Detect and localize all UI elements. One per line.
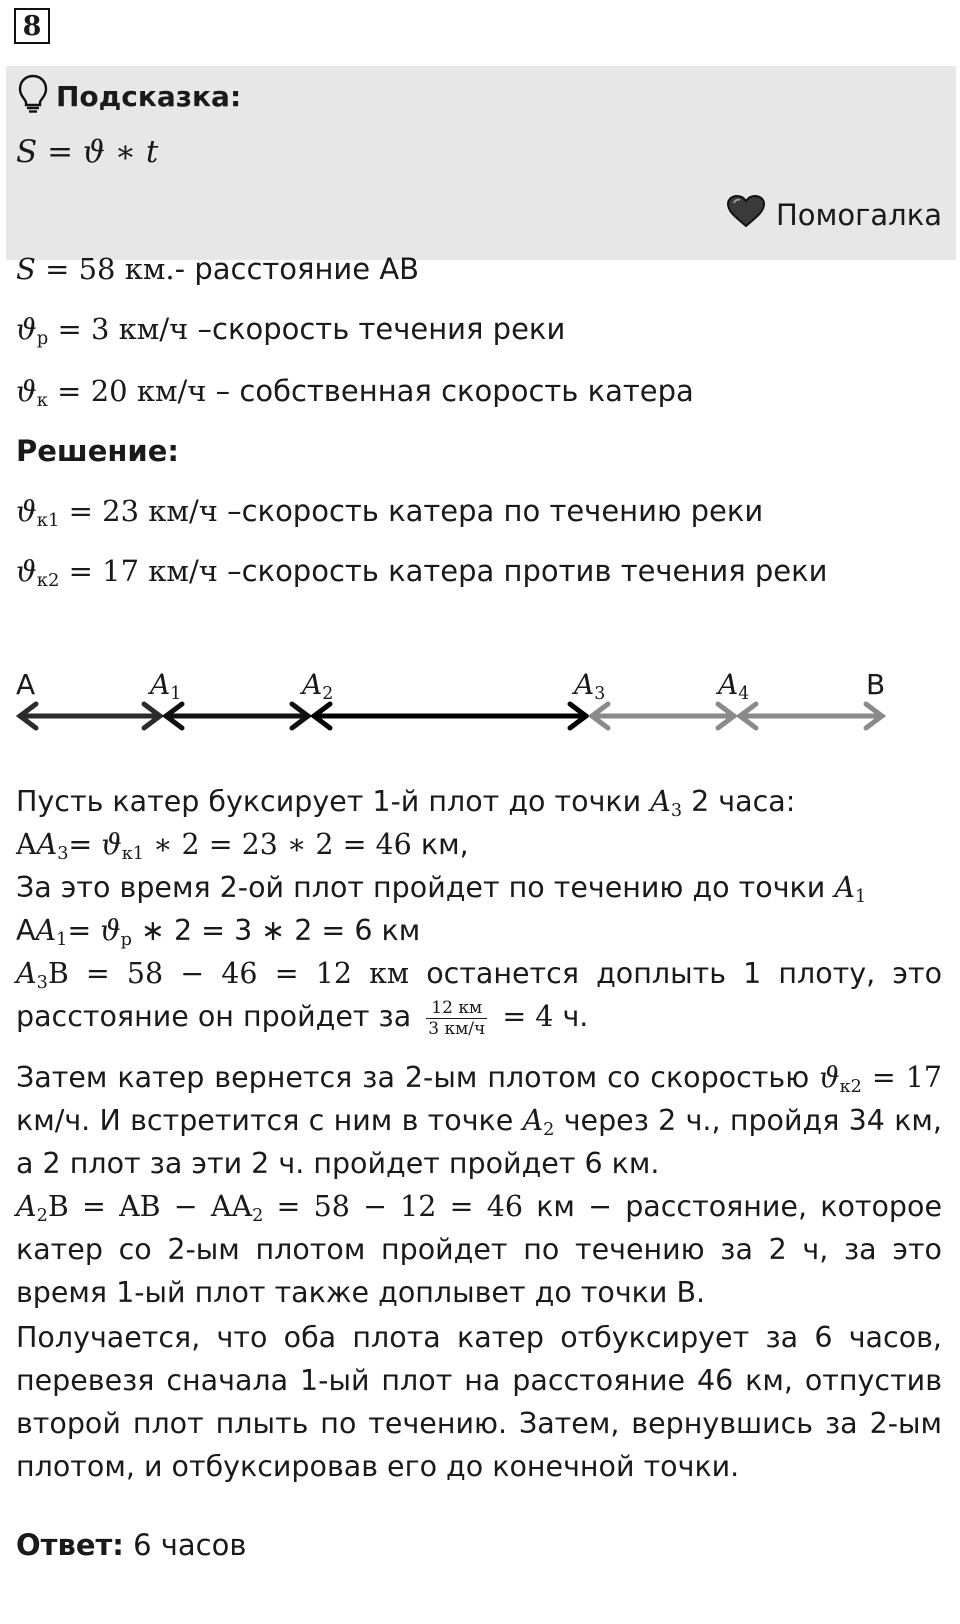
hint-title: Подсказка: xyxy=(56,79,242,113)
route-diagram xyxy=(0,660,960,770)
text-line-5: $A_3B = 58 - 46 = 12$ км останется доплыть 1 плоту, это xyxy=(16,957,943,993)
lightbulb-icon xyxy=(18,74,48,118)
text-line-1: Пусть катер буксирует 1-й плот до точки $A_3$ 2 часа: xyxy=(16,785,796,821)
point-label-a2: $A_2$ xyxy=(302,668,334,704)
text-line-8: км/ч. И встретится с ним в точке $A_2$ через 2 ч., пройдя 34 км, xyxy=(16,1104,942,1140)
point-label-a1: $A_1$ xyxy=(150,668,182,704)
helper-link[interactable] xyxy=(726,194,942,235)
solution-text-block-1 xyxy=(16,780,942,1039)
text-line-11: катер со 2-ым плотом пройдет по течению за 2 ч, за это xyxy=(16,1233,942,1266)
arrow-a-a1 xyxy=(20,704,160,728)
arrow-a4-b xyxy=(740,704,882,728)
speed-upstream: $ϑ_{к2} = 17$ км/ч –скорость катера против течения реки xyxy=(16,554,828,592)
task-number: 8 xyxy=(22,10,42,42)
arrow-a2-a3 xyxy=(314,704,586,728)
arrow-a1-a2 xyxy=(166,704,308,728)
hint-header xyxy=(18,74,241,118)
conclusion-block xyxy=(16,1316,942,1488)
text-line-2: $AA_3= ϑ_{к1}$ ∗ 2 = 23 ∗ 2 = 46 км, xyxy=(16,828,469,864)
answer xyxy=(16,1528,246,1562)
answer-value: 6 часов xyxy=(123,1528,247,1562)
text-line-15: второй плот плыть по течению. Затем, вернувшись за 2-ым xyxy=(16,1407,942,1440)
text-line-7: Затем катер вернется за 2-ым плотом со скоростью $ϑ_{к2} = 17$ xyxy=(16,1061,942,1097)
text-line-9: а 2 плот за эти 2 ч. пройдет пройдет 6 км. xyxy=(16,1147,660,1180)
route-arrows xyxy=(0,660,960,770)
task-number-box xyxy=(14,8,50,44)
text-line-14: перевезя сначала 1-ый плот на расстояние 46 км, отпустив xyxy=(16,1364,942,1397)
given-boat-speed: $ϑ_к = 20$ км/ч – собственная скорость катера xyxy=(16,374,694,412)
hint-box xyxy=(6,66,956,260)
text-line-10: $A_2B$ = AB − $AA_2 = 58 - 12 = 46$ км − расстояние, которое xyxy=(16,1190,942,1226)
text-line-16: плотом, и отбуксировав его до конечной точки. xyxy=(16,1450,740,1483)
text-line-12: время 1-ый плот также доплывет до точки В. xyxy=(16,1276,706,1309)
point-label-a4: $A_4$ xyxy=(718,668,750,704)
arrow-a3-a4 xyxy=(592,704,734,728)
text-line-3: За это время 2-ой плот пройдет по течению до точки $A_1$ xyxy=(16,871,867,907)
given-river-speed: $ϑ_р = 3$ км/ч –скорость течения реки xyxy=(16,312,566,350)
helper-label: Помогалка xyxy=(776,197,942,232)
point-label-b: В xyxy=(866,668,886,701)
answer-label: Ответ: xyxy=(16,1528,124,1562)
given-distance: S = 58 км.- расстояние АВ xyxy=(16,252,420,286)
heart-icon xyxy=(726,194,776,235)
text-line-6: расстояние он пройдет за $\frac{12 км}{3 км/ч}$ = 4 ч. xyxy=(16,997,589,1039)
point-label-a: А xyxy=(16,668,36,701)
solution-text-block-2 xyxy=(16,1056,942,1314)
speed-downstream: $ϑ_{к1} = 23$ км/ч –скорость катера по течению реки xyxy=(16,494,764,532)
text-line-13: Получается, что оба плота катер отбуксирует за 6 часов, xyxy=(16,1321,942,1354)
solution-heading: Решение: xyxy=(16,434,180,468)
fraction: $\frac{12 км}{3 км/ч}$ xyxy=(428,997,486,1039)
text-line-4: $АA_1= ϑ_р$ ∗ 2 = 3 ∗ 2 = 6 км xyxy=(16,914,421,950)
point-label-a3: $A_3$ xyxy=(574,668,606,704)
hint-formula: S = ϑ ∗ t xyxy=(16,134,159,170)
